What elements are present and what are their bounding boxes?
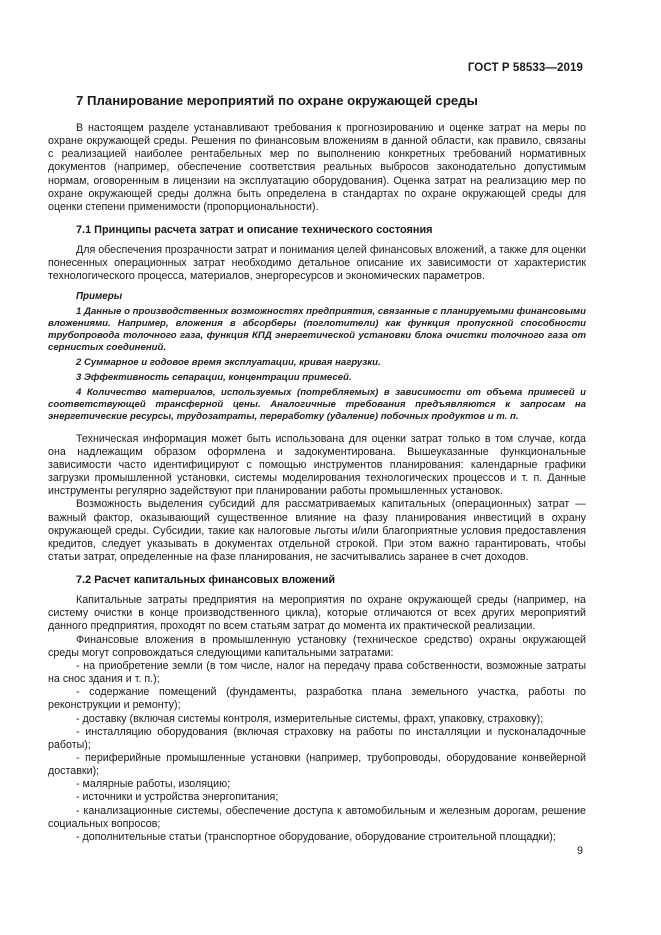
list-item: - доставку (включая системы контроля, измерительные системы, фрахт, упаковку, страховку); <box>76 712 544 725</box>
technical-info-paragraph: Техническая информация может быть использована для оценки затрат только в том случае, когда она надлежащим образом оформлена и задокументирована. Вышеуказанные функциональные зависимости часто идентифицируют с помощью инструментов планирования: календарные графики загрузки промышленной установки, системы моделирования технологических процессов и т. п. Данные инструменты регулярно задействуют при планировании работы промышленных установок. <box>48 432 586 498</box>
page-content <box>48 93 586 844</box>
subsidies-paragraph: Возможность выделения субсидий для рассматриваемых капитальных (операционных) затрат — важный фактор, оказывающий существенное влияние на фазу планирования инвестиций в охрану окружающей среды. Субсидии, такие как налоговые льготы и/или благоприятные условия предоставления кредитов, следует указывать в документах отдельной строкой. При этом важно гарантировать, чтобы статьи затрат, определенные на фазе планирования, не засчитывались заранее в счет доходов. <box>48 498 586 563</box>
list-item: - инсталляцию оборудования (включая страховку на работы по инсталляции и пусконаладочные работы); <box>48 725 586 751</box>
section-title: 7 Планирование мероприятий по охране окружающей среды <box>76 93 478 108</box>
standard-header: ГОСТ Р 58533—2019 <box>467 62 583 74</box>
investments-paragraph: Финансовые вложения в промышленную установку (техническое средство) охраны окружающей среды могут сопровождаться следующими капитальными затратами: <box>48 633 586 659</box>
section-intro: В настоящем разделе устанавливают требования к прогнозированию и оценке затрат на меры по охране окружающей среды. Решения по финансовым вложениям в данной области, как правило, связаны с реализацией наиболее рентабельных мер по выполнению конкретных требований нормативных документов (например, обеспечение соответствия реальных выбросов законодательно допустимым нормам, оговоренным в лицензии на эксплуатацию оборудования). Оценка затрат на реализацию мер по охране окружающей среды должна быть определена в стандартах по охране окружающей среды для оценки степени применимости (пропорциональности). <box>48 122 586 213</box>
example-item: 4 Количество материалов, используемых (потребляемых) в зависимости от объема примесей и соответствующей трансферной цены. Аналогичные требования предъявляются к запросам на энергетические ресурсы, трудозатраты, переработку (удаление) побочных продуктов и т. п. <box>48 387 586 423</box>
list-item: - канализационные системы, обеспечение доступа к автомобильным и железным дорогам, решение социальных вопросов; <box>48 804 586 830</box>
list-item: - малярные работы, изоляцию; <box>76 778 231 791</box>
subsection-title-7-2: 7.2 Расчет капитальных финансовых вложений <box>76 574 336 587</box>
examples-heading: Примеры <box>76 290 123 302</box>
capital-costs-paragraph: Капитальные затраты предприятия на мероприятия по охране окружающей среды (например, на систему очистки в конце производственного цикла), которые отличаются от всех других мероприятий данного предприятия, проходят по всем статьям затрат до момента их практической реализации. <box>48 594 586 633</box>
list-item: - содержание помещений (фундаменты, разработка плана земельного участка, работы по реконструкции и ремонту); <box>48 686 586 712</box>
list-item: - дополнительные статьи (транспортное оборудование, оборудование строительной площадки); <box>76 830 556 843</box>
list-item: - на приобретение земли (в том числе, налог на передачу права собственности, возможные затраты на снос здания и т. п.); <box>48 659 586 686</box>
page-number: 9 <box>576 845 583 857</box>
list-item: - периферийные промышленные установки (например, трубопроводы, оборудование конвейерной доставки); <box>48 752 586 778</box>
example-item: 3 Эффективность сепарации, концентрации примесей. <box>76 372 352 384</box>
example-item: 2 Суммарное и годовое время эксплуатации, кривая нагрузки. <box>76 357 381 369</box>
subsection-7-1-paragraph: Для обеспечения прозрачности затрат и понимания целей финансовых вложений, а также для оценки понесенных операционных затрат необходимо детальное описание их зависимости от характеристик технологического процесса, материалов, энергоресурсов и экономических параметров. <box>48 244 586 283</box>
subsection-title-7-1: 7.1 Принципы расчета затрат и описание технического состояния <box>76 224 433 237</box>
example-item: 1 Данные о производственных возможностях предприятия, связанные с планируемыми финансовыми вложениями. Например, вложения в абсорберы (поглотители) как функция пропускной способности трубопровода толочного газа, функция КПД энергетической установки блока очистки толочного газа от сернистых соединений. <box>48 305 586 353</box>
list-item: - источники и устройства энергопитания; <box>76 791 279 804</box>
